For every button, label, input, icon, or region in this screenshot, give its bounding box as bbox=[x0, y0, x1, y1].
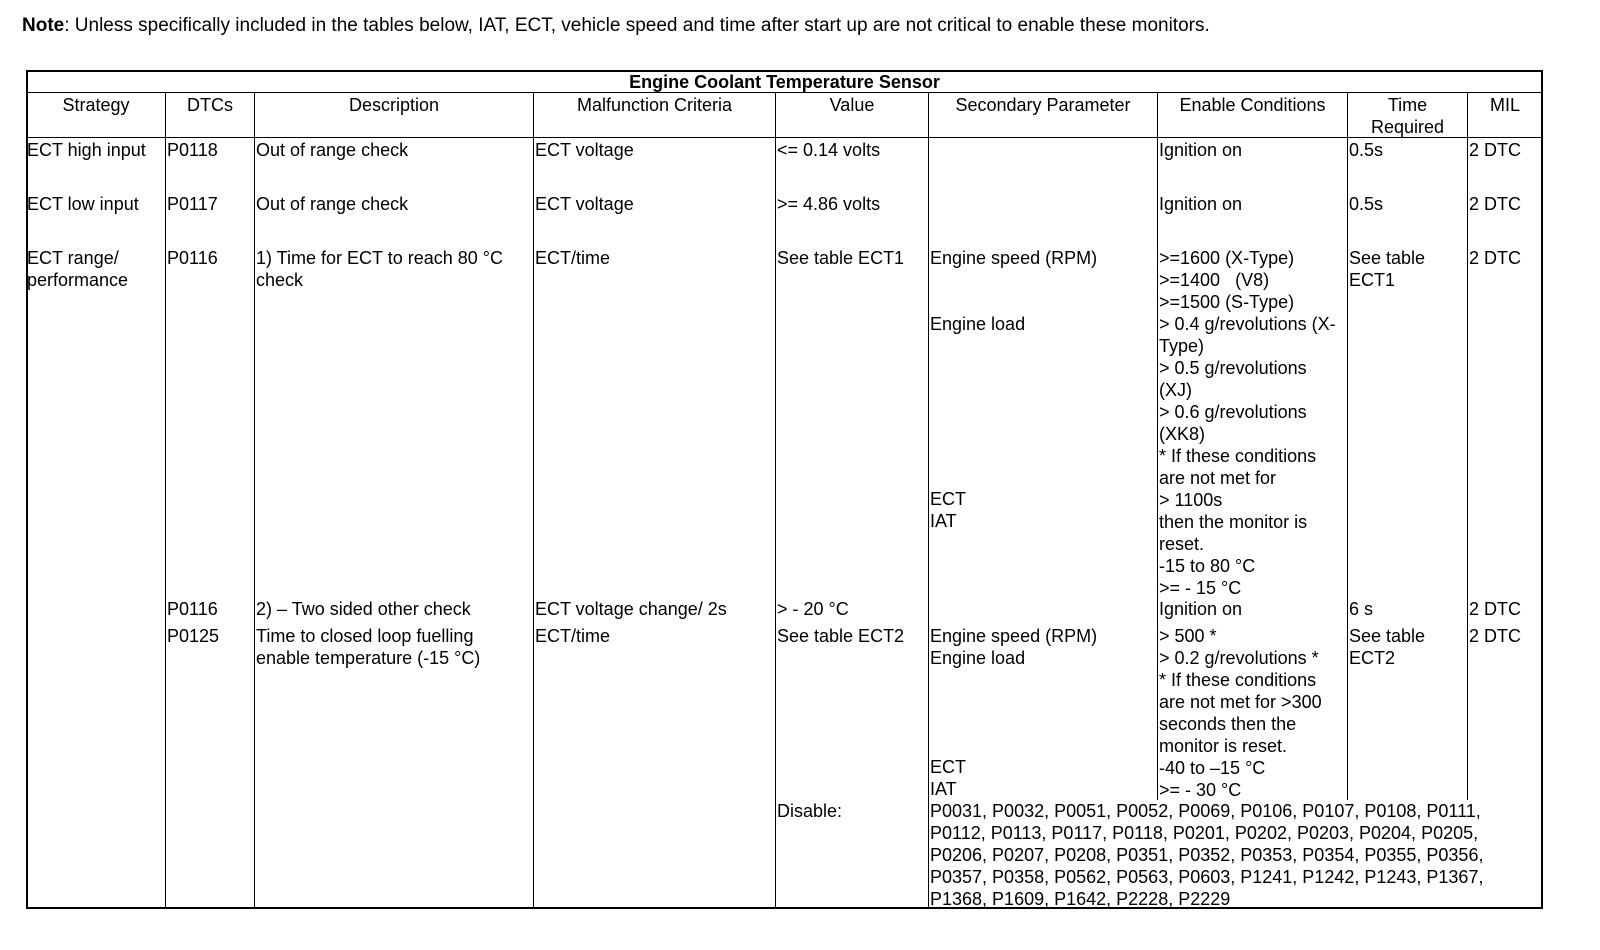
row1-enable: Ignition on bbox=[1159, 140, 1243, 160]
row1-description: Out of range check bbox=[256, 140, 409, 160]
row2-criteria: ECT voltage bbox=[535, 194, 634, 214]
disable-label: Disable: bbox=[777, 801, 843, 821]
header-description: Description bbox=[348, 95, 440, 115]
row5-secondary-engine: Engine speed (RPM) Engine load bbox=[930, 626, 1098, 668]
row3-mil: 2 DTC bbox=[1469, 248, 1522, 268]
row5-time: See table ECT2 bbox=[1349, 626, 1426, 668]
row5-enable: > 500 * > 0.2 g/revolutions * * If these conditions are not met for >300 seconds then the monitor is reset. -40 to –15 °C >= - 30 °C bbox=[1159, 626, 1322, 800]
row1-dtc: P0118 bbox=[167, 140, 218, 160]
row3-secondary-load: Engine load bbox=[930, 314, 1026, 334]
row4-time: 6 s bbox=[1349, 599, 1374, 619]
row4-criteria: ECT voltage change/ 2s bbox=[535, 599, 727, 619]
row4-dtc: P0116 bbox=[167, 599, 218, 619]
header-secondary-parameter: Secondary Parameter bbox=[955, 95, 1131, 115]
row3-dtc: P0116 bbox=[167, 248, 218, 268]
header-enable-conditions: Enable Conditions bbox=[1179, 95, 1326, 115]
note-label: Note bbox=[22, 15, 65, 36]
row3-description: 1) Time for ECT to reach 80 °C check bbox=[256, 248, 503, 290]
row3-strategy: ECT range/ performance bbox=[27, 248, 129, 290]
disable-codes: P0031, P0032, P0051, P0052, P0069, P0106, P0107, P0108, P0111, P0112, P0113, P0117, P0118, P0201, P0202, P0203, P0204, P0205, P0206, P0207, P0208, P0351, P0352, P0353, P0354, P0355, P0356, P0357, P0358, P0562, P0563, P0603, P1241, P1242, P1243, P1367, P1368, P1609, P1642, P2228, P2229 bbox=[930, 801, 1484, 909]
row1-criteria: ECT voltage bbox=[535, 140, 634, 160]
col-divider-1 bbox=[165, 92, 166, 908]
row2-mil: 2 DTC bbox=[1469, 194, 1522, 214]
col-divider-5 bbox=[928, 92, 929, 908]
row2-enable: Ignition on bbox=[1159, 194, 1243, 214]
row3-enable: >=1600 (X-Type) >=1400 (V8) >=1500 (S-Type) > 0.4 g/revolutions (X- Type) > 0.5 g/revolutions (XJ) > 0.6 g/revolutions (XK8) * If these conditions are not met for > 1100s then the monitor is reset. -15 to 80 °C >= - 15 °C bbox=[1159, 248, 1336, 598]
row2-value: >= 4.86 volts bbox=[777, 194, 881, 214]
row1-time: 0.5s bbox=[1349, 140, 1384, 160]
header-time-required: Time Required bbox=[1370, 95, 1445, 137]
row4-mil: 2 DTC bbox=[1469, 599, 1522, 619]
row3-criteria: ECT/time bbox=[535, 248, 611, 268]
note-text: : Unless specifically included in the tables below, IAT, ECT, vehicle speed and time after start up are not critical to enable these monitors. bbox=[64, 15, 1210, 36]
header-dtcs: DTCs bbox=[187, 95, 233, 115]
table-title: Engine Coolant Temperature Sensor bbox=[629, 72, 940, 92]
row4-description: 2) – Two sided other check bbox=[256, 599, 471, 619]
header-malfunction-criteria: Malfunction Criteria bbox=[576, 95, 733, 115]
page-note bbox=[22, 14, 1562, 38]
row4-value: > - 20 °C bbox=[777, 599, 849, 619]
col-divider-3 bbox=[533, 92, 534, 908]
header-value: Value bbox=[829, 95, 875, 115]
row1-strategy: ECT high input bbox=[27, 140, 146, 160]
col-divider-7 bbox=[1347, 92, 1348, 800]
row5-description: Time to closed loop fuelling enable temperature (-15 °C) bbox=[256, 626, 481, 668]
row3-value: See table ECT1 bbox=[777, 248, 905, 268]
col-divider-2 bbox=[254, 92, 255, 908]
row5-value: See table ECT2 bbox=[777, 626, 905, 646]
row2-description: Out of range check bbox=[256, 194, 409, 214]
row3-time: See table ECT1 bbox=[1349, 248, 1426, 290]
col-divider-4 bbox=[775, 92, 776, 908]
row2-dtc: P0117 bbox=[167, 194, 218, 214]
row3-secondary-speed: Engine speed (RPM) bbox=[930, 248, 1098, 268]
row5-criteria: ECT/time bbox=[535, 626, 611, 646]
row4-enable: Ignition on bbox=[1159, 599, 1243, 619]
col-divider-6 bbox=[1157, 92, 1158, 800]
row5-mil: 2 DTC bbox=[1469, 626, 1522, 646]
row5-dtc: P0125 bbox=[167, 626, 220, 646]
row1-mil: 2 DTC bbox=[1469, 140, 1522, 160]
header-mil: MIL bbox=[1489, 95, 1520, 115]
header-strategy: Strategy bbox=[62, 95, 130, 115]
row2-strategy: ECT low input bbox=[27, 194, 139, 214]
row2-time: 0.5s bbox=[1349, 194, 1384, 214]
row3-secondary-temps: ECT IAT bbox=[930, 489, 966, 531]
row5-secondary-temps: ECT IAT bbox=[930, 757, 966, 799]
col-divider-8 bbox=[1467, 92, 1468, 800]
row1-value: <= 0.14 volts bbox=[777, 140, 881, 160]
